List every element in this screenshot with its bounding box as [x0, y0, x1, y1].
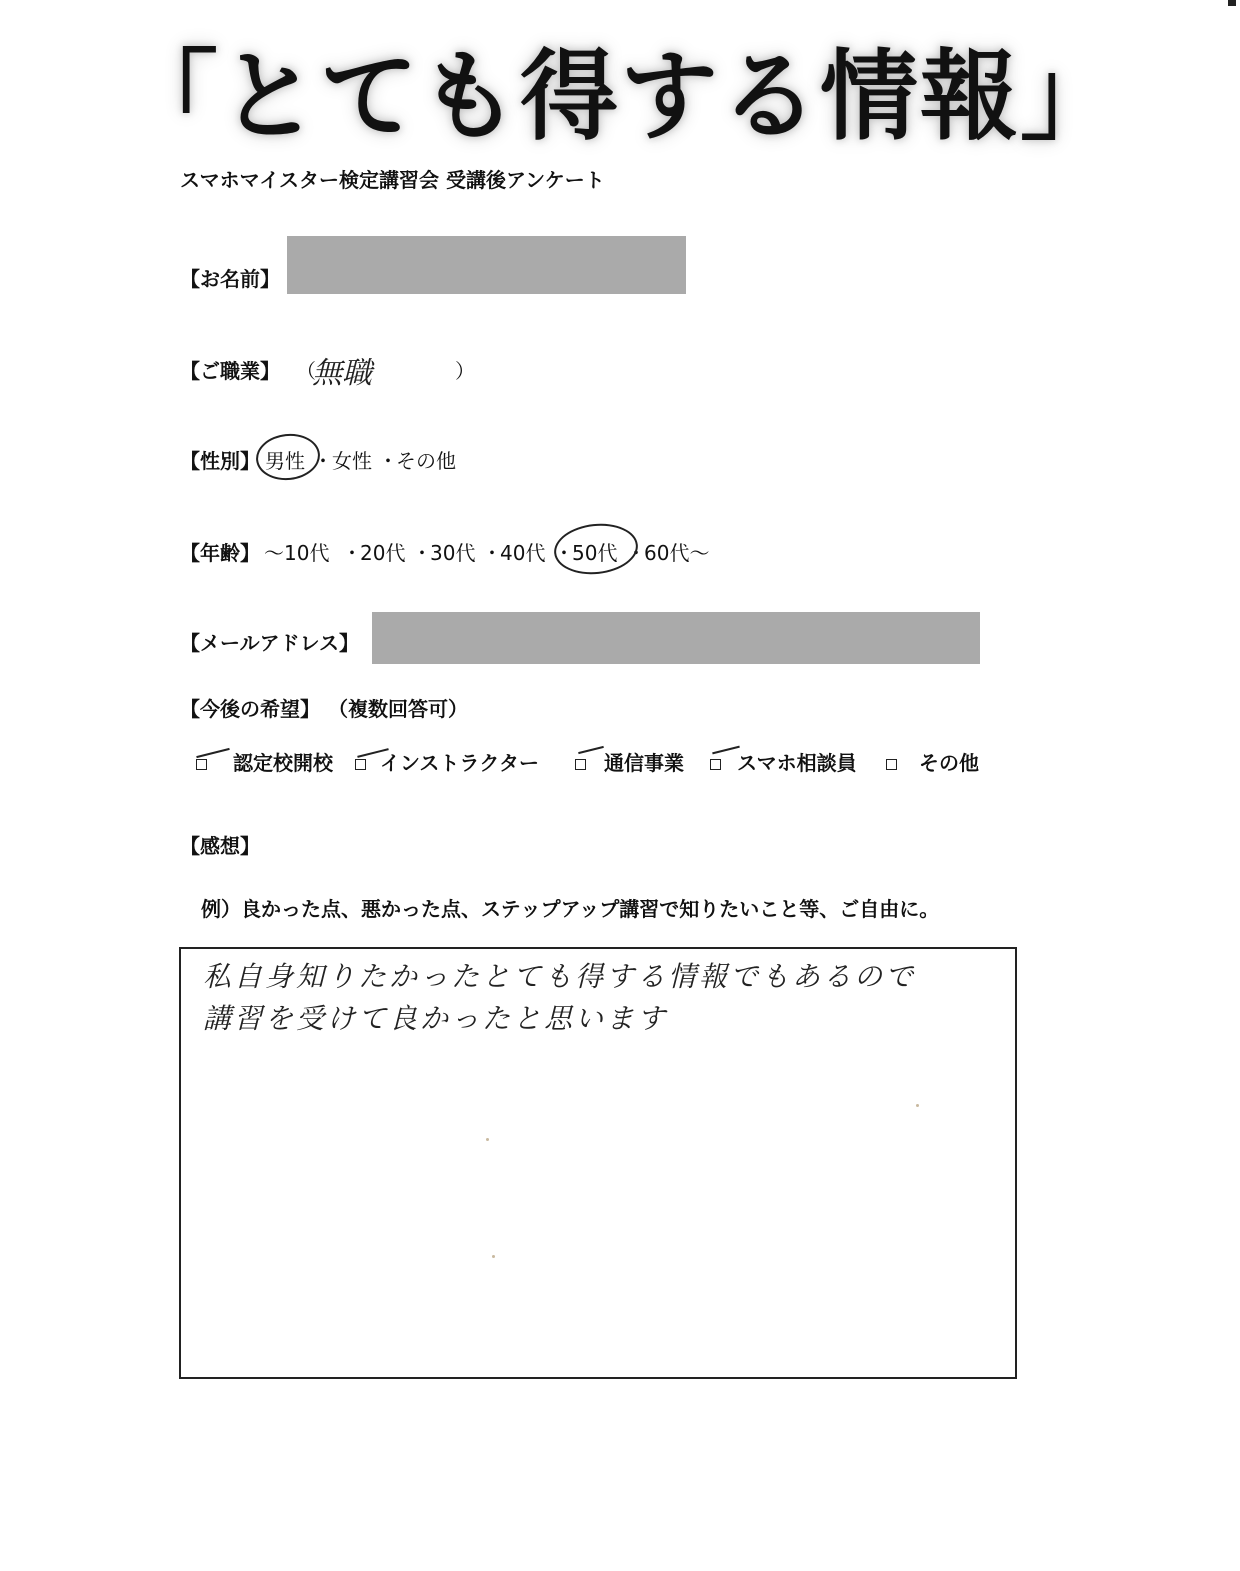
hope-note: （複数回答可）: [328, 697, 468, 721]
gender-option-other: その他: [396, 449, 456, 473]
occupation-label: 【ご職業】: [180, 359, 280, 383]
age-option-under10: 〜10代: [264, 541, 330, 565]
checkbox-icon: [196, 759, 207, 770]
impression-example: 例）良かった点、悪かった点、ステップアップ講習で知りたいこと等、ご自由に。: [201, 897, 940, 921]
gender-option-female: 女性: [332, 449, 372, 473]
checkbox-icon: [710, 759, 721, 770]
age-option-40s: 40代: [500, 541, 546, 565]
hope-option-label: スマホ相談員: [737, 751, 857, 775]
age-separator: ・: [412, 541, 432, 565]
email-label: 【メールアドレス】: [180, 631, 359, 655]
paper-speck: [916, 1104, 919, 1107]
checkbox-icon: [575, 759, 586, 770]
hope-option-label: インストラクター: [380, 751, 539, 775]
impression-label: 【感想】: [180, 834, 260, 858]
page-edge-mark: [1228, 0, 1236, 6]
age-separator: ・: [554, 541, 574, 565]
occupation-open-paren: （: [296, 359, 316, 383]
age-separator: ・: [342, 541, 362, 565]
age-option-50s: 50代: [572, 541, 618, 565]
hope-option-consultant: [710, 747, 857, 776]
hope-option-label: その他: [919, 751, 979, 775]
form-title: スマホマイスター検定講習会 受講後アンケート: [180, 168, 605, 192]
checkbox-icon: [886, 759, 897, 770]
gender-separator: ・: [378, 449, 398, 473]
occupation-close-paren: ）: [455, 359, 475, 383]
occupation-handwritten: 無職: [312, 356, 372, 391]
checkbox-icon: [355, 759, 366, 770]
gender-separator: ・: [313, 449, 333, 473]
answer-line-2: 講習を受けて良かったと思います: [203, 1002, 669, 1035]
name-label: 【お名前】: [180, 267, 280, 291]
impression-answer-box: [179, 947, 1017, 1379]
age-label: 【年齢】: [180, 541, 260, 565]
gender-selection-circle: [254, 431, 322, 483]
answer-line-1: 私自身知りたかったとても得する情報でもあるので: [203, 960, 917, 993]
age-selection-circle: [552, 520, 641, 579]
paper-speck: [486, 1138, 489, 1141]
age-separator: ・: [482, 541, 502, 565]
hope-label: 【今後の希望】: [180, 697, 320, 721]
gender-label: 【性別】: [180, 449, 260, 473]
email-redaction: [372, 612, 980, 664]
paper-speck: [492, 1255, 495, 1258]
name-redaction: [287, 236, 686, 294]
age-option-20s: 20代: [360, 541, 406, 565]
age-option-60plus: 60代〜: [644, 541, 710, 565]
hope-option-other: [886, 747, 979, 776]
age-option-30s: 30代: [430, 541, 476, 565]
hope-option-label: 認定校開校: [233, 751, 333, 775]
age-separator: ・: [626, 541, 646, 565]
hope-option-telecom: [575, 747, 684, 776]
gender-option-male: 男性: [265, 449, 305, 473]
hope-option-label: 通信事業: [604, 751, 684, 775]
headline: 「とても得する情報」: [119, 40, 1120, 154]
